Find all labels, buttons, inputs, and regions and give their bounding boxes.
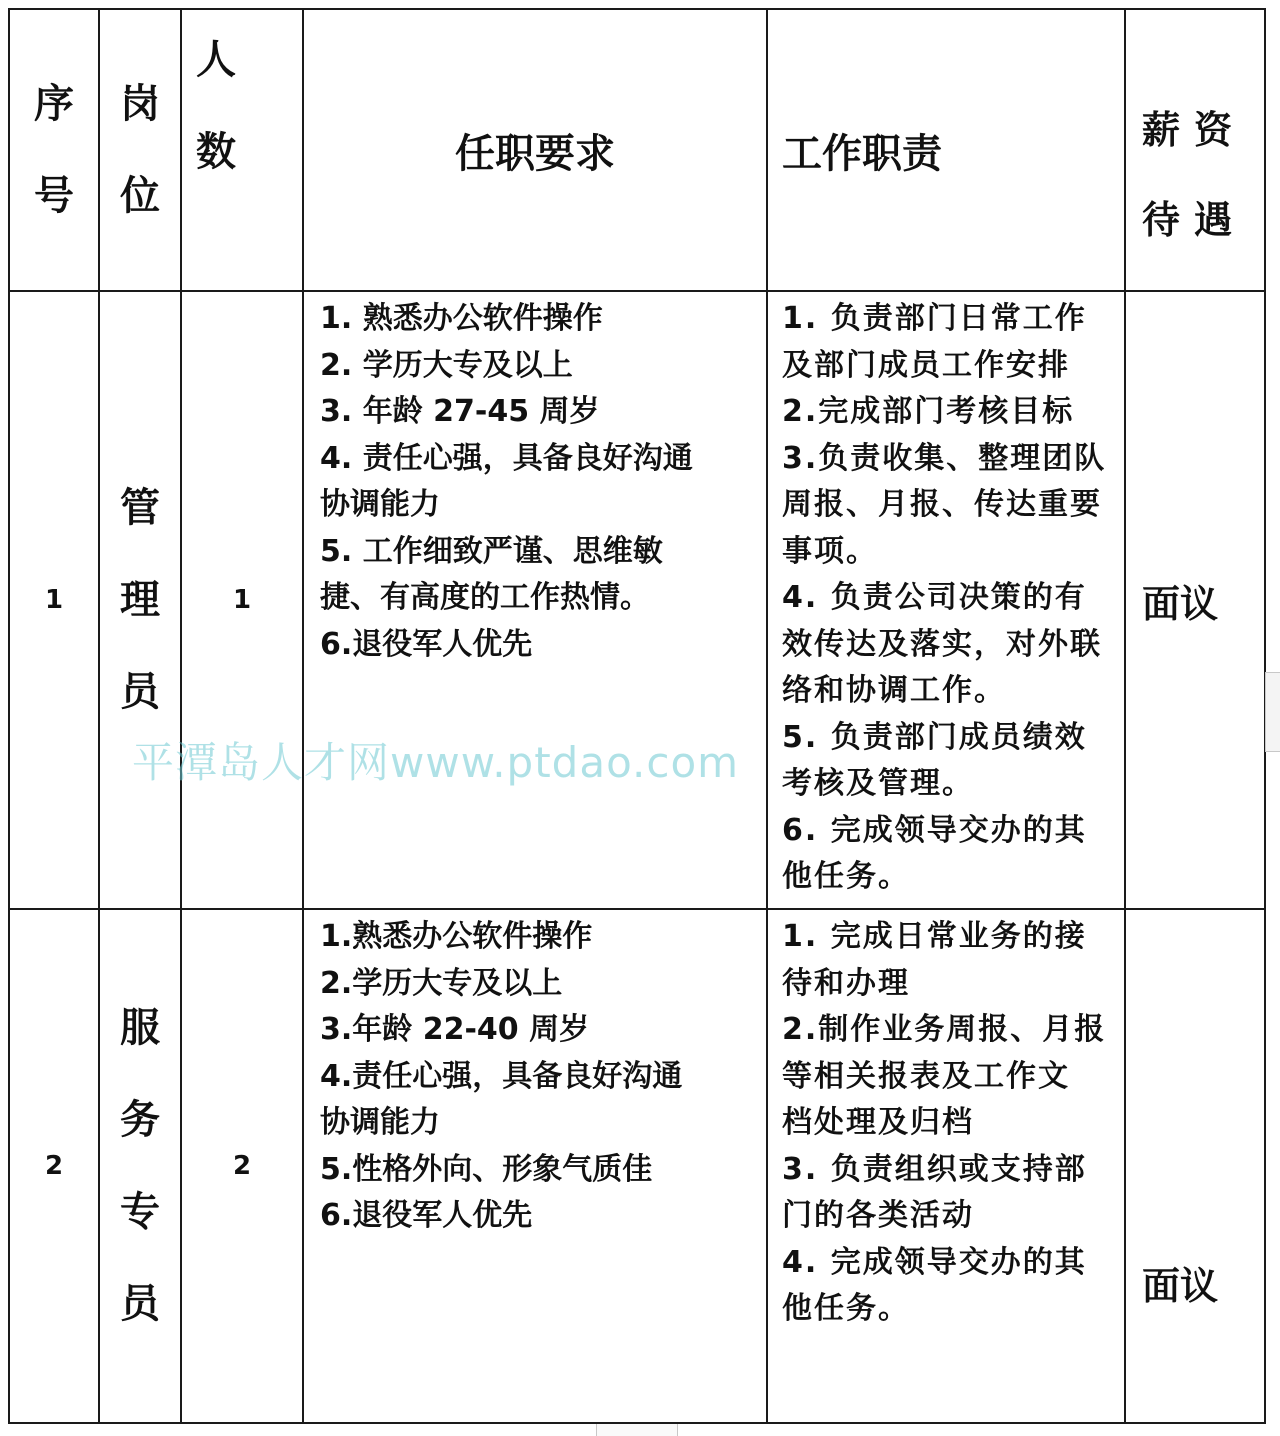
row-duties <box>767 909 1125 1423</box>
row-position: 服 务 专 员 <box>99 909 181 1423</box>
requirement-line: 协调能力 <box>320 1105 440 1140</box>
window-edge-fragment <box>596 1424 678 1436</box>
header-requirements: 任职要求 <box>303 9 767 291</box>
header-seq: 序 号 <box>9 9 99 291</box>
duty-line: 2.完成部门考核目标 <box>782 394 1075 429</box>
site-watermark: 平潭岛人才网www.ptdao.com <box>132 738 740 787</box>
requirement-line: 3.年龄 22-40 周岁 <box>320 1012 590 1047</box>
duty-line: 效传达及落实，对外联 <box>782 626 1102 662</box>
duty-line: 待和办理 <box>782 965 910 1001</box>
duty-line: 4. 负责公司决策的有 <box>782 580 1087 615</box>
duty-line: 6. 完成领导交办的其 <box>782 812 1087 848</box>
requirement-line: 协调能力 <box>320 487 440 522</box>
requirement-line: 5. 工作细致严谨、思维敏 <box>320 533 663 569</box>
requirement-line: 4. 责任心强，具备良好沟通 <box>320 440 693 476</box>
header-position: 岗 位 <box>99 9 181 291</box>
scrollbar-fragment <box>1265 672 1280 752</box>
row-salary: 面议 <box>1125 909 1265 1423</box>
requirement-line: 2.学历大专及以上 <box>320 965 563 1001</box>
duty-line: 及部门成员工作安排 <box>782 347 1070 383</box>
row-requirements <box>303 909 767 1423</box>
row-seq: 2 <box>9 909 99 1423</box>
duty-line: 他任务。 <box>782 1291 910 1326</box>
requirement-line: 捷、有高度的工作热情。 <box>320 580 650 615</box>
requirement-line: 1. 熟悉办公软件操作 <box>320 301 603 336</box>
requirement-line: 5.性格外向、形象气质佳 <box>320 1151 653 1187</box>
duty-line: 档处理及归档 <box>782 1105 974 1140</box>
duty-line: 周报、月报、传达重要 <box>782 487 1102 522</box>
row-position: 管 理 员 <box>99 291 181 909</box>
duty-line: 等相关报表及工作文 <box>782 1058 1070 1094</box>
duty-line: 3. 负责组织或支持部 <box>782 1151 1087 1187</box>
header-count: 人 数 <box>181 9 303 291</box>
row-salary: 面议 <box>1125 291 1265 909</box>
table-row <box>9 909 1265 1423</box>
duty-line: 4. 完成领导交办的其 <box>782 1244 1087 1280</box>
requirement-line: 2. 学历大专及以上 <box>320 347 573 383</box>
requirement-line: 1.熟悉办公软件操作 <box>320 919 593 954</box>
header-salary: 薪资待遇 <box>1125 9 1265 291</box>
duty-line: 络和协调工作。 <box>782 673 1006 708</box>
row-duties <box>767 291 1125 909</box>
duty-line: 5. 负责部门成员绩效 <box>782 719 1087 755</box>
header-row <box>9 9 1265 291</box>
header-duties: 工作职责 <box>767 9 1125 291</box>
duty-line: 1. 负责部门日常工作 <box>782 301 1087 336</box>
requirement-line: 4.责任心强，具备良好沟通 <box>320 1058 683 1094</box>
row-count: 2 <box>181 909 303 1423</box>
duty-line: 考核及管理。 <box>782 766 974 801</box>
duty-line: 他任务。 <box>782 859 910 894</box>
row-seq: 1 <box>9 291 99 909</box>
requirement-line: 3. 年龄 27-45 周岁 <box>320 394 600 429</box>
duty-line: 事项。 <box>782 533 878 569</box>
duty-line: 3.负责收集、整理团队 <box>782 440 1107 476</box>
duty-line: 2.制作业务周报、月报 <box>782 1012 1107 1047</box>
duty-line: 1. 完成日常业务的接 <box>782 919 1087 954</box>
row-requirements <box>303 291 767 909</box>
table-row <box>9 291 1265 909</box>
requirement-line: 6.退役军人优先 <box>320 626 533 662</box>
duty-line: 门的各类活动 <box>782 1198 974 1233</box>
requirement-line: 6.退役军人优先 <box>320 1198 533 1233</box>
job-table <box>8 8 1266 1424</box>
row-count: 1 <box>181 291 303 909</box>
